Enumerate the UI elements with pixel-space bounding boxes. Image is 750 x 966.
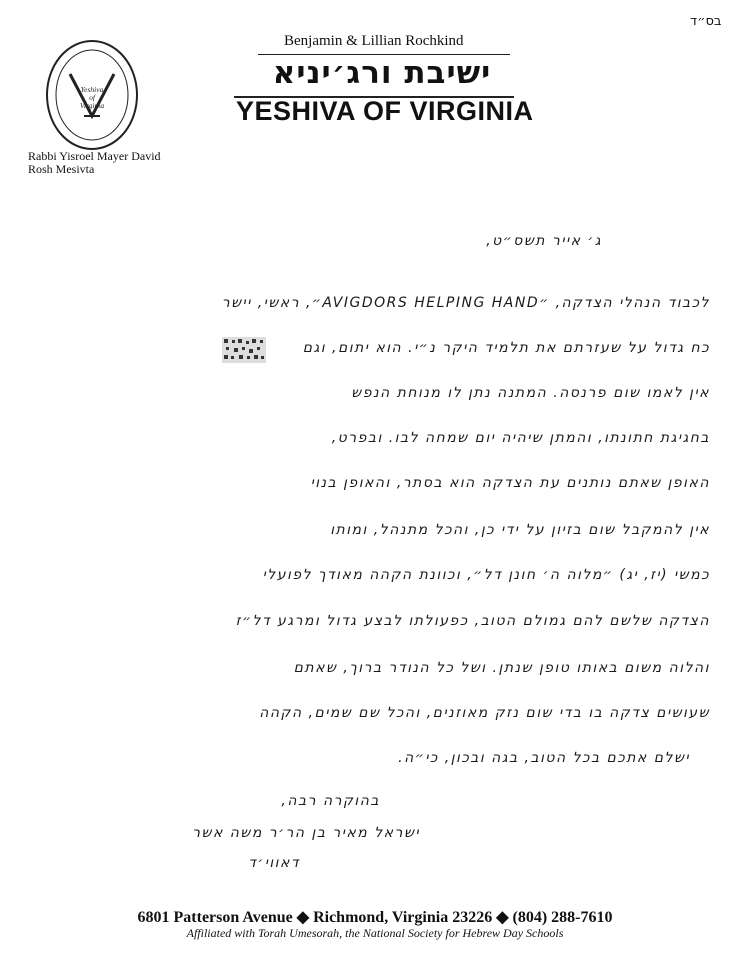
redaction-pattern: [222, 337, 266, 363]
bsd-heading: בס״ד: [690, 14, 722, 29]
letter-line: ישלם אתכם בכל הטוב, בגה ובכון, כי״ה.: [398, 750, 690, 766]
footer-address: 6801 Patterson Avenue ◆ Richmond, Virginia 23226 ◆ (804) 288-7610: [137, 909, 613, 926]
handwritten-letter: [30, 225, 720, 885]
logo-emblem-icon: [44, 38, 140, 152]
letter-line: כח גדול על שעזרתם את תלמיד היקר נ״י. הוא יתום, וגם: [302, 340, 710, 356]
svg-text:Virginia: Virginia: [79, 101, 105, 110]
letter-line: בחגיגת חתונתו, והמתן שיהיה יום שמחה לבו. ובפרט,: [331, 430, 710, 446]
hebrew-school-name: ישיבת ורג׳יניא: [272, 55, 492, 91]
letter-signature-surname: דאווי׳ד: [248, 855, 300, 871]
letter-date: ג׳ אייר תשס״ט,: [486, 233, 602, 249]
letter-line: שעושים צדקה בו בדי שום נזק מאוזנים, והכל שם שמים, הקהה: [259, 705, 710, 721]
english-school-name: YESHIVA OF VIRGINIA: [236, 96, 534, 126]
footer-affiliation: Affiliated with Torah Umesorah, the National Society for Hebrew Day Schools: [186, 926, 564, 940]
signatory-title: Rosh Mesivta: [28, 162, 95, 176]
letter-closing: בהוקרה רבה,: [281, 793, 380, 809]
signatory-name: Rabbi Yisroel Mayer David: [28, 149, 161, 163]
letter-line: כמשי (יז, יג) ״מלוה ה׳ חונן דל״, וכוונת הקהה מאודך לפועלי: [262, 567, 710, 583]
svg-text:of: of: [89, 93, 95, 102]
letter-signature: ישראל מאיר בן הר׳ר משה אשר: [192, 825, 420, 841]
yeshiva-logo: [44, 38, 140, 152]
letter-line: האופן שאתם נותנים עת הצדקה הוא בסתר, והאופן בנוי: [310, 475, 710, 491]
letter-line: אין לאמו שום פרנסה. המתנה נתן לו מנוחת הנפש: [351, 385, 710, 401]
svg-text:Yeshiva: Yeshiva: [80, 85, 104, 94]
sponsor-name: Benjamin & Lillian Rochkind: [284, 33, 464, 49]
letter-line: והלוה משום באותו טופן שנתן. ושל כל הנודר ברוך, שאתם: [293, 660, 710, 676]
letter-line: הצדקה שלשם להם גמולם הטוב, כפעולתו לבצע גדול ומרגע דל״ז: [235, 613, 710, 629]
letter-line: אין להמקבל שום בזיון על ידי כן, והכל מתנהל, ומותו: [330, 522, 710, 538]
signatory-block: [28, 150, 161, 176]
letter-line: לכבוד הנהלי הצדקה, ״AVIGDORS HELPING HAND״, ראשי, יישר: [221, 295, 710, 311]
